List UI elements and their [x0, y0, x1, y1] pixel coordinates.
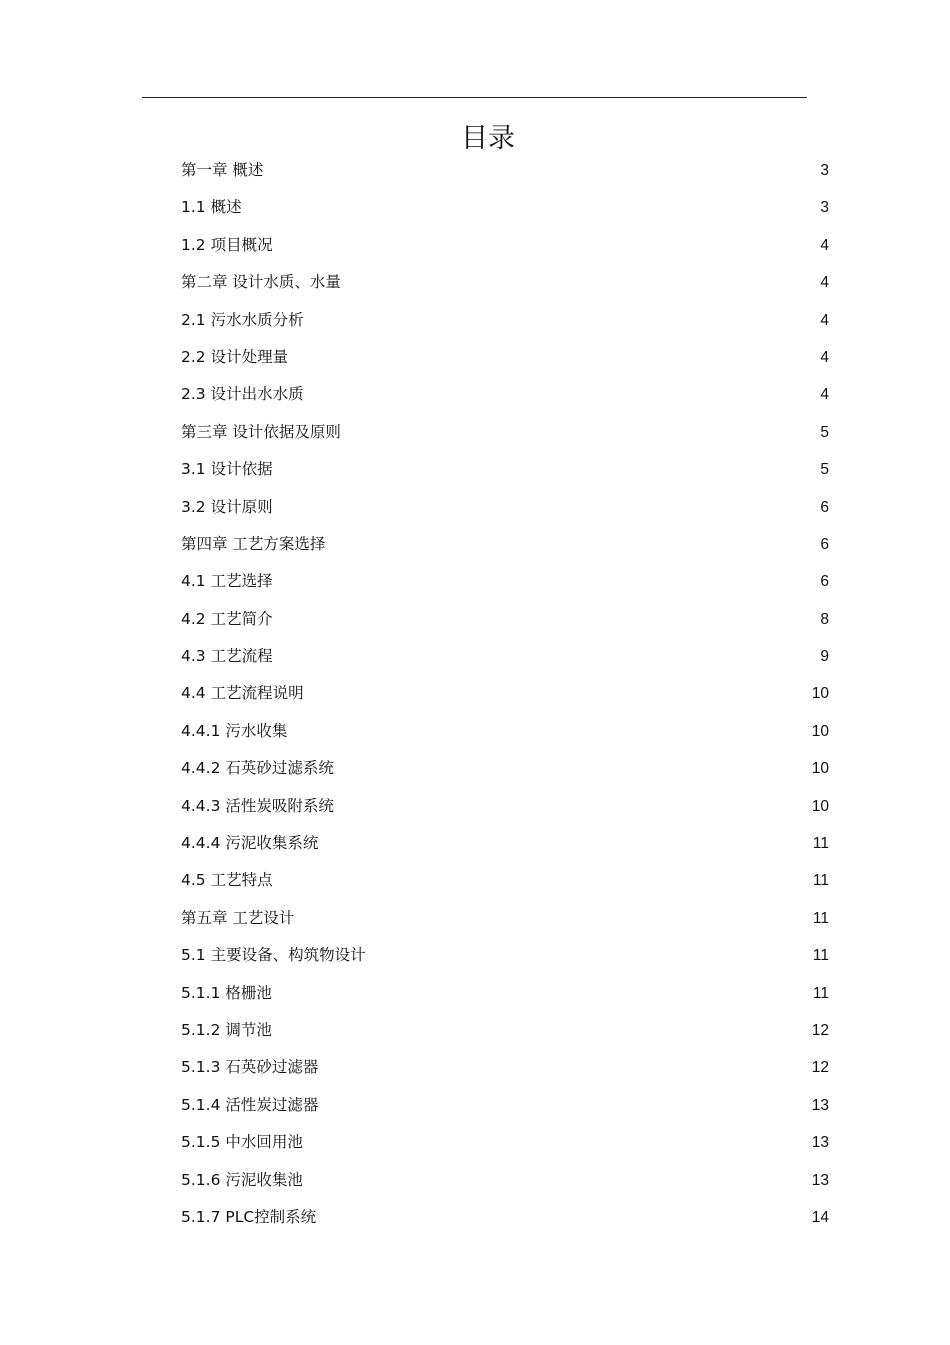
toc-entry[interactable]: [181, 900, 829, 937]
toc-entry[interactable]: [181, 638, 829, 675]
dot-leader: [298, 908, 807, 924]
dot-leader: [322, 1058, 806, 1074]
dot-leader: [307, 1170, 807, 1186]
toc-entry-page: 6: [820, 573, 829, 591]
dot-leader: [370, 946, 808, 962]
toc-entry[interactable]: [181, 750, 829, 787]
dot-leader: [277, 460, 814, 476]
toc-entry[interactable]: [181, 264, 829, 301]
toc-entry[interactable]: [181, 563, 829, 600]
toc-entry-label: 4.4.1 污水收集: [181, 721, 288, 740]
toc-entry[interactable]: [181, 414, 829, 451]
toc-entry-page: 12: [811, 1021, 829, 1039]
dot-leader: [292, 347, 814, 363]
toc-entry[interactable]: [181, 152, 829, 189]
toc-entry-page: 11: [812, 947, 829, 965]
dot-leader: [291, 721, 806, 737]
dot-leader: [322, 834, 808, 850]
toc-entry-page: 4: [820, 236, 829, 254]
toc-entry-page: 11: [812, 872, 829, 890]
toc-entry-label: 2.1 污水水质分析: [181, 310, 304, 329]
dot-leader: [276, 1020, 807, 1036]
toc-entry[interactable]: [181, 788, 829, 825]
toc-entry-page: 11: [812, 984, 829, 1002]
toc-entry-label: 5.1.4 活性炭过滤器: [181, 1095, 319, 1114]
toc-entry-label: 2.2 设计处理量: [181, 347, 289, 366]
toc-entry-label: 第一章 概述: [181, 161, 264, 179]
toc-entry-label: 5.1.5 中水回用池: [181, 1133, 303, 1152]
toc-entry-label: 5.1.3 石英砂过滤器: [181, 1058, 319, 1077]
toc-entry-page: 3: [820, 162, 829, 179]
toc-entry[interactable]: [181, 675, 829, 712]
toc-entry-page: 12: [811, 1059, 829, 1077]
toc-entry-page: 13: [811, 1171, 829, 1189]
toc-entry-page: 4: [820, 348, 829, 366]
toc-entry[interactable]: [181, 451, 829, 488]
toc-entry-label: 5.1.6 污泥收集池: [181, 1170, 303, 1189]
toc-entry-page: 8: [820, 610, 829, 628]
dot-leader: [277, 572, 814, 588]
page-title: 目录: [461, 123, 515, 154]
toc-entry-label: 5.1.2 调节池: [181, 1020, 272, 1039]
toc-entry[interactable]: [181, 862, 829, 899]
toc-entry-label: 第二章 设计水质、水量: [181, 273, 341, 292]
toc-entry-label: 4.2 工艺简介: [181, 609, 273, 628]
toc-entry[interactable]: [181, 601, 829, 638]
toc-entry-label: 4.1 工艺选择: [181, 572, 273, 591]
toc-entry[interactable]: [181, 825, 829, 862]
table-of-contents: [181, 152, 829, 1236]
toc-entry-label: 3.1 设计依据: [181, 460, 273, 479]
dot-leader: [320, 1207, 807, 1223]
toc-entry-page: 4: [820, 386, 829, 404]
toc-entry-page: 11: [812, 835, 829, 853]
dot-leader: [308, 310, 814, 326]
toc-entry[interactable]: [181, 937, 829, 974]
toc-entry-label: 5.1.1 格栅池: [181, 983, 272, 1002]
dot-leader: [277, 647, 814, 663]
toc-entry[interactable]: [181, 1162, 829, 1199]
toc-entry-page: 4: [820, 274, 829, 292]
toc-entry-label: 2.3 设计出水水质: [181, 385, 304, 404]
toc-entry-page: 11: [812, 909, 829, 927]
dot-leader: [277, 871, 808, 887]
toc-entry[interactable]: [181, 1012, 829, 1049]
dot-leader: [329, 534, 814, 550]
toc-entry[interactable]: [181, 489, 829, 526]
toc-entry-label: 第四章 工艺方案选择: [181, 534, 326, 553]
toc-entry[interactable]: [181, 302, 829, 339]
toc-entry-label: 4.3 工艺流程: [181, 647, 273, 666]
toc-entry[interactable]: [181, 227, 829, 264]
dot-leader: [276, 983, 808, 999]
dot-leader: [322, 1095, 806, 1111]
toc-entry[interactable]: [181, 1087, 829, 1124]
toc-entry-label: 5.1 主要设备、构筑物设计: [181, 946, 366, 965]
toc-entry[interactable]: [181, 1049, 829, 1086]
dot-leader: [345, 422, 814, 438]
toc-entry-page: 5: [820, 423, 829, 441]
toc-entry[interactable]: [181, 975, 829, 1012]
toc-entry-page: 13: [811, 1096, 829, 1114]
dot-leader: [277, 235, 814, 251]
toc-entry[interactable]: [181, 189, 829, 226]
toc-entry-label: 1.1 概述: [181, 198, 242, 217]
toc-entry-page: 14: [811, 1208, 829, 1226]
toc-entry-page: 13: [811, 1134, 829, 1152]
toc-entry-label: 4.4.4 污泥收集系统: [181, 834, 319, 853]
dot-leader: [307, 1133, 807, 1149]
dot-leader: [267, 161, 814, 177]
dot-leader: [345, 273, 814, 289]
toc-entry-label: 4.4.2 石英砂过滤系统: [181, 759, 334, 778]
toc-entry-label: 5.1.7 PLC控制系统: [181, 1207, 317, 1226]
toc-entry-page: 4: [820, 311, 829, 329]
dot-leader: [308, 385, 814, 401]
header-rule: [142, 97, 807, 98]
toc-entry-label: 第三章 设计依据及原则: [181, 422, 341, 441]
dot-leader: [277, 497, 814, 513]
dot-leader: [277, 609, 814, 625]
toc-entry[interactable]: [181, 339, 829, 376]
toc-entry-page: 10: [811, 685, 829, 703]
toc-entry-label: 3.2 设计原则: [181, 497, 273, 516]
toc-entry-page: 10: [811, 760, 829, 778]
toc-entry-label: 4.4.3 活性炭吸附系统: [181, 796, 334, 815]
toc-entry-label: 4.5 工艺特点: [181, 871, 273, 890]
toc-entry-page: 9: [820, 648, 829, 666]
dot-leader: [338, 796, 807, 812]
dot-leader: [308, 684, 807, 700]
dot-leader: [246, 198, 814, 214]
toc-entry-label: 1.2 项目概况: [181, 235, 273, 254]
toc-entry[interactable]: [181, 526, 829, 563]
toc-entry[interactable]: [181, 1124, 829, 1161]
toc-entry-page: 5: [820, 461, 829, 479]
toc-entry[interactable]: [181, 376, 829, 413]
toc-entry-page: 6: [820, 498, 829, 516]
toc-entry-page: 3: [820, 199, 829, 217]
toc-entry-label: 4.4 工艺流程说明: [181, 684, 304, 703]
toc-entry-page: 10: [811, 722, 829, 740]
dot-leader: [338, 759, 807, 775]
toc-entry-page: 6: [820, 535, 829, 553]
toc-entry-label: 第五章 工艺设计: [181, 908, 295, 927]
toc-entry[interactable]: [181, 1199, 829, 1236]
toc-entry-page: 10: [811, 797, 829, 815]
toc-entry[interactable]: [181, 713, 829, 750]
